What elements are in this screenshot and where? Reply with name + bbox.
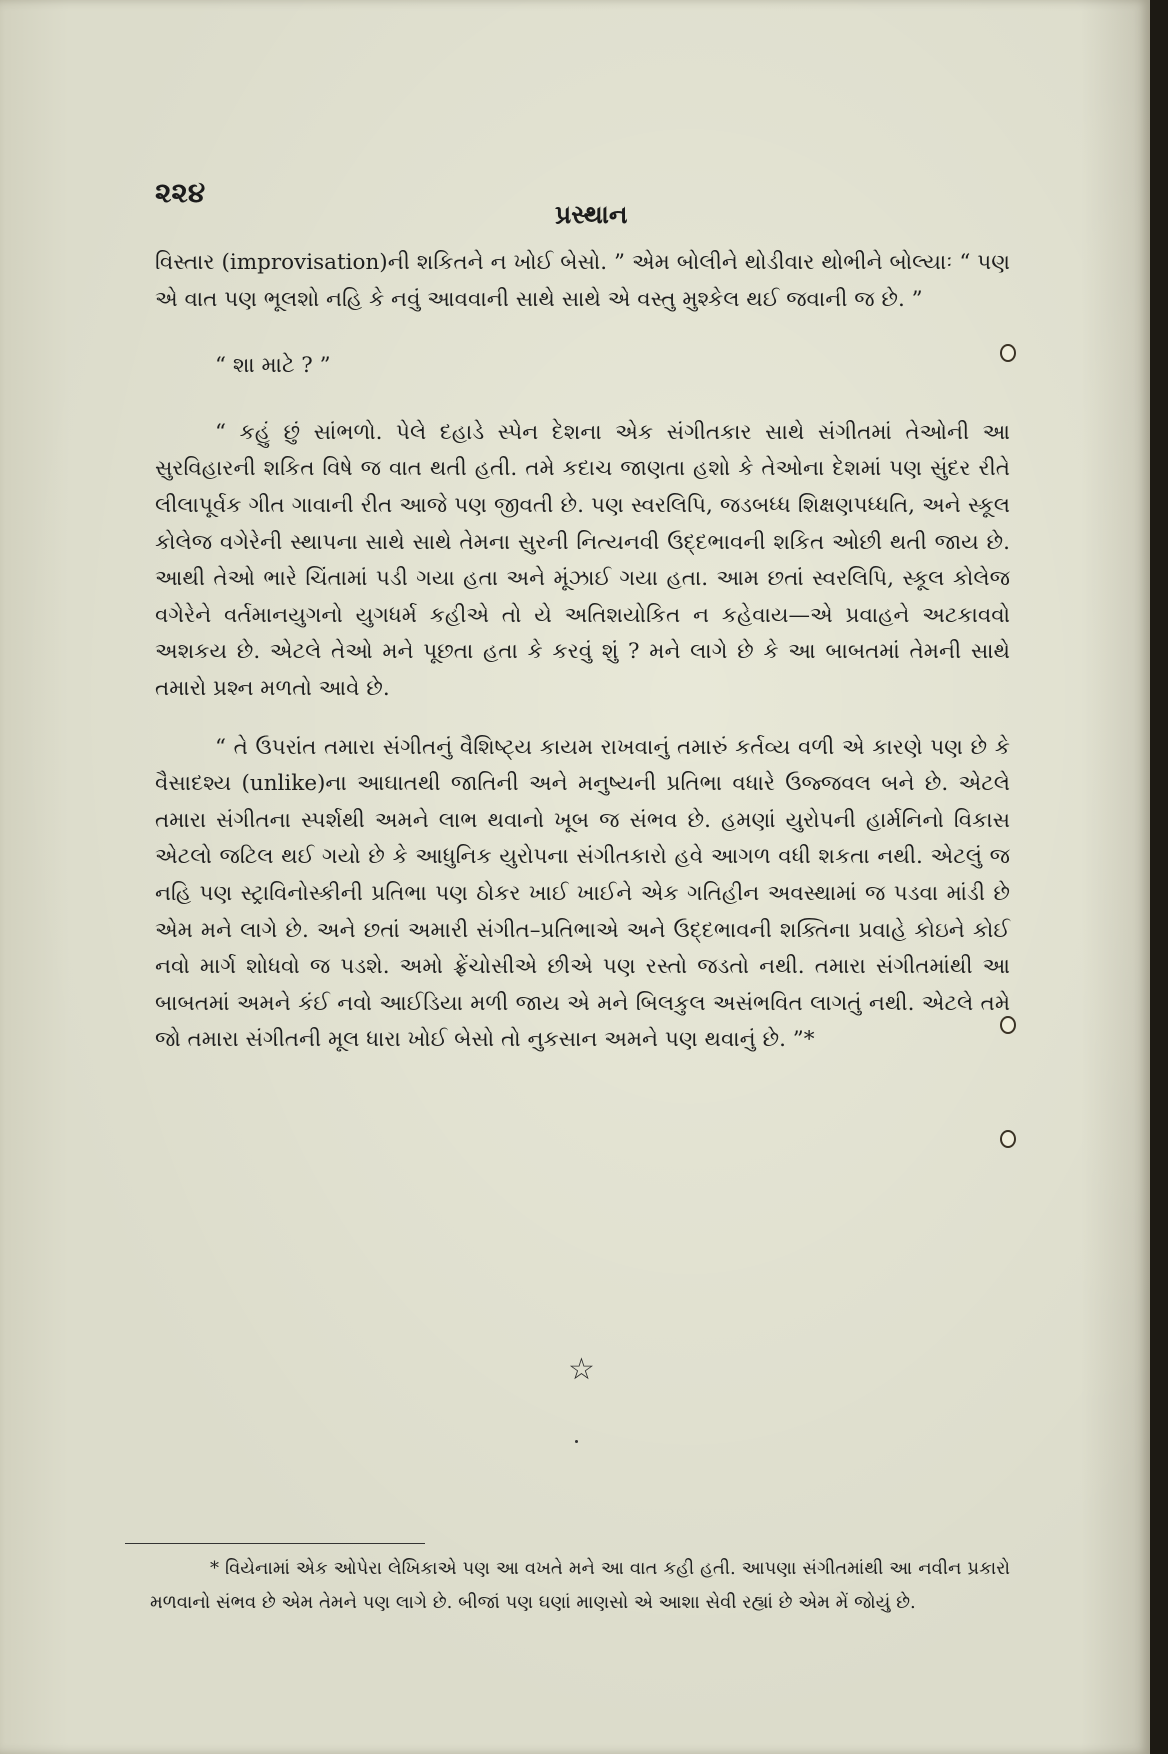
- footnote-rule: [125, 1543, 425, 1544]
- print-dot: [575, 1440, 578, 1443]
- star-ornament-icon: ☆: [568, 1352, 595, 1387]
- paragraph-3: “ કહું છું સાંભળો. પેલે દહાડે સ્પેન દેશના એક સંગીતકાર સાથે સંગીતમાં તેઓની આ સુરવિહારની શકિત વિષે જ વાત થતી હતી. તમે કદાચ જાણતા હશો કે તેઓના દેશમાં પણ સુંદર રીતે લીલાપૂર્વક ગીત ગાવાની રીત આજે પણ જીવતી છે. પણ સ્વરલિપિ, જડબધ્ધ શિક્ષણપધ્ધતિ, અને સ્કૂલ કોલેજ વગેરેની સ્થાપના સાથે સાથે તેમના સુરની નિત્યનવી ઉદ્દભાવની શકિત ઓછી થતી જાય છે. આથી તેઓ ભારે ચિંતામાં પડી ગયા હતા અને મૂંઝાઈ ગયા હતા. આમ છતાં સ્વરલિપિ, સ્કૂલ કોલેજ વગેરેને વર્તમાનયુગનો યુગધર્મ કહીએ તો યે અતિશયોકિત ન કહેવાય—એ પ્રવાહને અટકાવવો અશકય છે. એટલે તેઓ મને પૂછતા હતા કે કરવું શું ? મને લાગે છે કે આ બાબતમાં તેમની સાથે તમારો પ્રશ્ન મળતો આવે છે.: [155, 419, 1010, 701]
- binding-hole-icon: [1000, 1130, 1016, 1148]
- page-number: ૨૨૪: [155, 176, 206, 209]
- paragraph-4: “ તે ઉપરાંત તમારા સંગીતનું વૈશિષ્ટ્ય કાયમ રાખવાનું તમારું કર્તવ્ય વળી એ કારણે પણ છે કે વૈસાદશ્ય (unlike)ના આઘાતથી જાતિની અને મનુષ્યની પ્રતિભા વધારે ઉજ્જવલ બને છે. એટલે તમારા સંગીતના સ્પર્શથી અમને લાભ થવાનો ખૂબ જ સંભવ છે. હમણાં યુરોપની હાર્મનિનો વિકાસ એટલો જટિલ થઈ ગયો છે કે આધુનિક યુરોપના સંગીતકારો હવે આગળ વધી શકતા નથી. એટલું જ નહિ પણ સ્ટ્રાવિનોસ્કીની પ્રતિભા પણ ઠોકર ખાઈ ખાઈને એક ગતિહીન અવસ્થામાં જ પડવા માંડી છે એમ મને લાગે છે. અને છતાં અમારી સંગીત–પ્રતિભાએ અને ઉદ્દભાવની શક્તિના પ્રવાહે કોઇને કોઈ નવો માર્ગ શોધવો જ પડશે. અમો ફ્રેંચોસીએ છીએ પણ રસ્તો જડતો નથી. તમારા સંગીતમાંથી આ બાબતમાં અમને કંઈ નવો આઈડિયા મળી જાય એ મને બિલકુલ અસંભવિત લાગતું નથી. એટલે તમે જો તમારા સંગીતની મૂલ ધારા ખોઈ બેસો તો નુકસાન અમને પણ થવાનું છે. ”*: [155, 734, 1010, 1053]
- running-title: પ્રસ્થાન: [555, 200, 628, 229]
- paragraph-1: વિસ્તાર (improvisation)ની શકિતને ન ખોઈ બેસો. ” એમ બોલીને થોડીવાર થોભીને બોલ્યાઃ “ પણ એ વાત પણ ભૂલશો નહિ કે નવું આવવાની સાથે સાથે એ વસ્તુ મુશ્કેલ થઈ જવાની જ છે. ”: [155, 250, 1010, 312]
- binding-hole-icon: [1000, 1016, 1016, 1034]
- binding-hole-icon: [1000, 344, 1016, 362]
- footnote: [150, 1552, 1010, 1620]
- footnote-text: * વિયેનામાં એક ઓપેરા લેખિકાએ પણ આ વખતે મને આ વાત કહી હતી. આપણા સંગીતમાંથી આ નવીન પ્રકારો મળવાનો સંભવ છે એમ તેમને પણ લાગે છે. બીજાં પણ ઘણાં માણસો એ આશા સેવી રહ્યાં છે એમ મેં જોયું છે.: [150, 1558, 1010, 1613]
- body-text: [155, 245, 1010, 1059]
- paragraph-2: “ શા માટે ? ”: [215, 353, 331, 379]
